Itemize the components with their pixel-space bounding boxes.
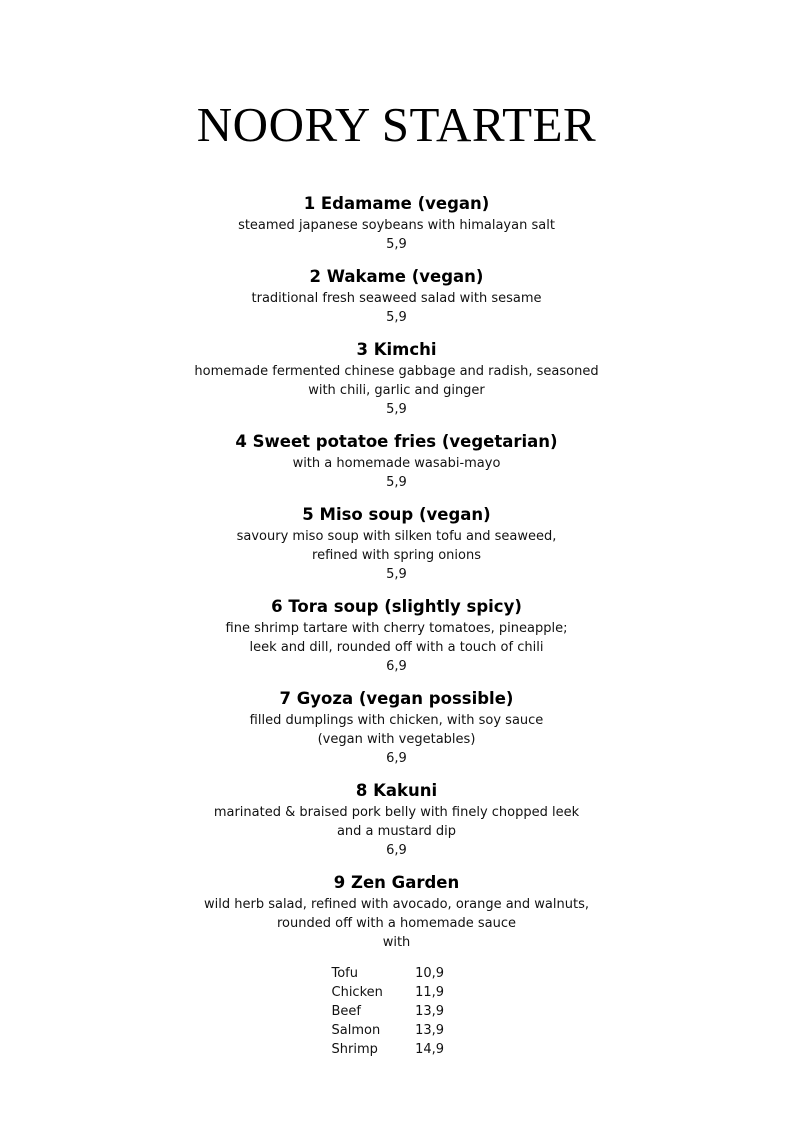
item-price: 6,9 [386, 843, 407, 858]
item-price: 5,9 [386, 402, 407, 417]
item-name: 9 Zen Garden [333, 873, 460, 892]
item-price: 5,9 [386, 567, 407, 582]
option-price: 13,9 [415, 1004, 445, 1019]
option-label: Beef [331, 1004, 361, 1019]
item-description: filled dumplings with chicken, with soy sauce [249, 713, 544, 728]
item-description: leek and dill, rounded off with a touch of chili [249, 640, 544, 655]
option-row [332, 964, 462, 983]
option-price: 10,9 [415, 966, 445, 981]
menu-item [0, 193, 793, 254]
item-description: marinated & braised pork belly with finely chopped leek [213, 805, 580, 820]
item-name: 5 Miso soup (vegan) [302, 505, 491, 524]
option-row [332, 1040, 462, 1059]
item-name: 1 Edamame (vegan) [303, 194, 490, 213]
item-description: rounded off with a homemade sauce [277, 916, 516, 931]
item-description: (vegan with vegetables) [317, 732, 476, 747]
item-price: 5,9 [386, 475, 407, 490]
zen-garden-options [332, 964, 462, 1059]
item-description: fine shrimp tartare with cherry tomatoes, pineapple; [225, 621, 568, 636]
item-price: 5,9 [386, 237, 407, 252]
option-row [332, 983, 462, 1002]
option-label: Salmon [331, 1023, 381, 1038]
item-description: homemade fermented chinese gabbage and radish, seasoned [194, 364, 599, 379]
option-label: Shrimp [331, 1042, 378, 1057]
page-title: NOORY STARTER [196, 97, 597, 152]
menu-item [0, 688, 793, 768]
item-name: 2 Wakame (vegan) [309, 267, 484, 286]
item-description: steamed japanese soybeans with himalayan salt [238, 218, 555, 233]
option-price: 13,9 [415, 1023, 445, 1038]
item-description: with chili, garlic and ginger [308, 383, 485, 398]
menu-items [0, 193, 793, 1059]
menu-item [0, 431, 793, 492]
item-description: refined with spring onions [312, 548, 481, 563]
option-price: 11,9 [415, 985, 445, 1000]
menu-item [0, 339, 793, 419]
item-description: with [382, 935, 411, 950]
option-price: 14,9 [415, 1042, 445, 1057]
item-name: 3 Kimchi [356, 340, 437, 359]
menu-item [0, 780, 793, 860]
item-description: savoury miso soup with silken tofu and seaweed, [236, 529, 557, 544]
item-price: 6,9 [386, 751, 407, 766]
item-price: 6,9 [386, 659, 407, 674]
menu-item [0, 504, 793, 584]
item-description: traditional fresh seaweed salad with sesame [251, 291, 542, 306]
item-description: wild herb salad, refined with avocado, orange and walnuts, [204, 897, 589, 912]
item-description: with a homemade wasabi-mayo [292, 456, 501, 471]
item-description: and a mustard dip [336, 824, 457, 839]
menu-item [0, 596, 793, 676]
item-price: 5,9 [386, 310, 407, 325]
option-label: Tofu [331, 966, 359, 981]
option-label: Chicken [331, 985, 383, 1000]
item-name: 4 Sweet potatoe fries (vegetarian) [235, 432, 558, 451]
item-name: 8 Kakuni [355, 781, 438, 800]
option-row [332, 1021, 462, 1040]
item-name: 7 Gyoza (vegan possible) [279, 689, 514, 708]
option-row [332, 1002, 462, 1021]
menu-item [0, 266, 793, 327]
menu-item [0, 872, 793, 1059]
item-name: 6 Tora soup (slightly spicy) [271, 597, 522, 616]
